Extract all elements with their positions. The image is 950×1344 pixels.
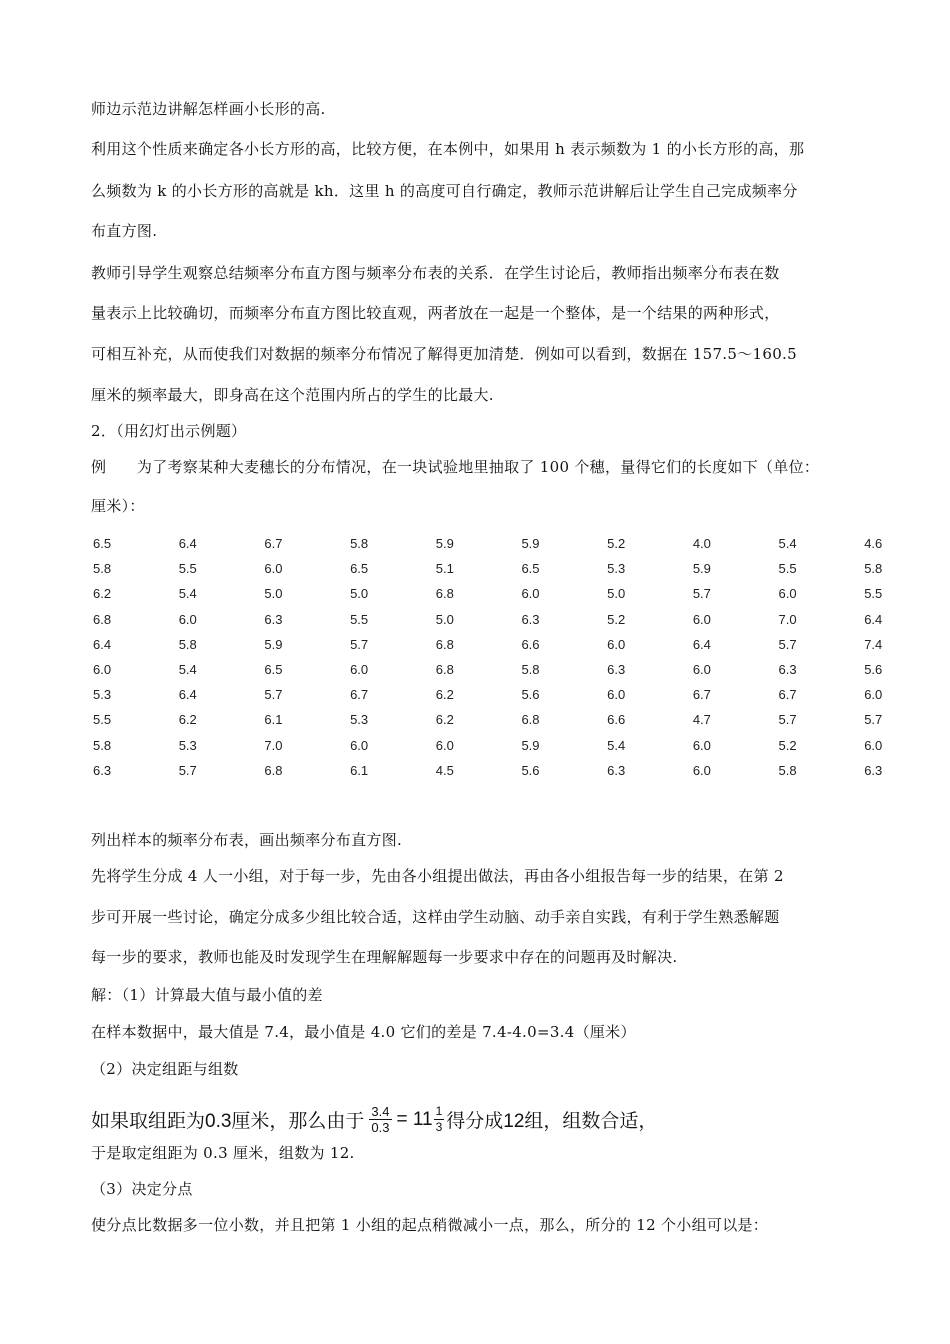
table-cell: 5.7 bbox=[864, 712, 883, 728]
table-row bbox=[93, 733, 950, 758]
table-cell: 5.8 bbox=[864, 561, 883, 577]
table-cell: 7.0 bbox=[778, 611, 797, 627]
table-cell: 6.8 bbox=[264, 762, 283, 778]
fraction-denominator: 0.3 bbox=[371, 1120, 390, 1135]
task-instruction: 列出样本的频率分布表，画出频率分布直方图. bbox=[91, 831, 403, 849]
table-cell: 5.5 bbox=[864, 586, 883, 602]
paragraph-line: 厘米的频率最大，即身高在这个范围内所占的学生的比最大. bbox=[91, 386, 494, 404]
table-cell: 5.9 bbox=[521, 536, 540, 552]
table-cell: 5.0 bbox=[350, 586, 369, 602]
table-row bbox=[93, 758, 950, 783]
table-cell: 6.5 bbox=[93, 536, 112, 552]
table-cell: 6.7 bbox=[692, 687, 711, 703]
table-cell: 5.3 bbox=[350, 712, 369, 728]
table-cell: 5.2 bbox=[607, 536, 626, 552]
formula-suffix: 得分成12组，组数合适， bbox=[446, 1111, 658, 1132]
table-cell: 5.0 bbox=[264, 586, 283, 602]
table-cell: 6.5 bbox=[264, 662, 283, 678]
table-cell: 5.8 bbox=[778, 762, 797, 778]
table-cell: 4.5 bbox=[435, 762, 454, 778]
table-cell: 6.8 bbox=[435, 636, 454, 652]
table-cell: 6.2 bbox=[435, 687, 454, 703]
table-cell: 6.3 bbox=[778, 662, 797, 678]
table-cell: 6.8 bbox=[521, 712, 540, 728]
solution-line: 在样本数据中，最大值是 7.4，最小值是 4.0 它们的差是 7.4-4.0=3.4（厘米） bbox=[91, 1023, 636, 1041]
example-statement-unit: 厘米）： bbox=[91, 497, 145, 515]
table-row bbox=[93, 632, 950, 657]
fraction-numerator: 3.4 bbox=[371, 1104, 390, 1119]
table-cell: 6.3 bbox=[93, 762, 112, 778]
table-cell: 6.0 bbox=[264, 561, 283, 577]
table-cell: 5.6 bbox=[864, 662, 883, 678]
table-cell: 5.8 bbox=[93, 737, 112, 753]
table-cell: 5.7 bbox=[778, 712, 797, 728]
paragraph-line: 利用这个性质来确定各小长方形的高，比较方便，在本例中，如果用 h 表示频数为 1 的小长方形的高，那 bbox=[91, 140, 805, 158]
table-cell: 5.4 bbox=[178, 586, 197, 602]
solution-step-1: 解：（1）计算最大值与最小值的差 bbox=[91, 986, 323, 1004]
table-cell: 5.4 bbox=[778, 536, 797, 552]
table-cell: 5.3 bbox=[607, 561, 626, 577]
table-cell: 5.4 bbox=[178, 662, 197, 678]
formula-prefix: 如果取组距为0.3厘米，那么由于 bbox=[91, 1111, 365, 1132]
table-cell: 4.7 bbox=[692, 712, 711, 728]
table-cell: 6.0 bbox=[435, 737, 454, 753]
table-cell: 7.0 bbox=[264, 737, 283, 753]
formula-equals: = 11 bbox=[396, 1108, 433, 1130]
solution-step-3: （3）决定分点 bbox=[91, 1180, 193, 1198]
paragraph-line: 先将学生分成 4 人一小组，对于每一步，先由各小组提出做法，再由各小组报告每一步的结果，在第 2 bbox=[91, 867, 784, 885]
table-cell: 5.1 bbox=[435, 561, 454, 577]
table-cell: 6.0 bbox=[93, 662, 112, 678]
fraction bbox=[369, 1104, 391, 1135]
table-cell: 6.0 bbox=[692, 662, 711, 678]
table-cell: 5.9 bbox=[692, 561, 711, 577]
table-cell: 6.0 bbox=[864, 737, 883, 753]
table-cell: 6.8 bbox=[435, 662, 454, 678]
mixed-fraction bbox=[434, 1104, 445, 1135]
table-row bbox=[93, 581, 950, 606]
table-row bbox=[93, 657, 950, 682]
table-cell: 6.7 bbox=[778, 687, 797, 703]
table-row bbox=[93, 707, 950, 732]
table-row bbox=[93, 556, 950, 581]
table-cell: 4.0 bbox=[692, 536, 711, 552]
sample-data-table bbox=[93, 531, 950, 783]
table-cell: 6.1 bbox=[264, 712, 283, 728]
table-cell: 5.7 bbox=[350, 636, 369, 652]
table-cell: 5.6 bbox=[521, 687, 540, 703]
table-cell: 6.0 bbox=[864, 687, 883, 703]
paragraph-line: 么频数为 k 的小长方形的高就是 kh．这里 h 的高度可自行确定，教师示范讲解后让学生自己完成频率分 bbox=[91, 182, 798, 200]
table-row bbox=[93, 682, 950, 707]
paragraph-line: 可相互补充，从而使我们对数据的频率分布情况了解得更加清楚．例如可以看到，数据在 157.5～160.5 bbox=[91, 345, 797, 363]
table-cell: 6.0 bbox=[607, 687, 626, 703]
table-cell: 6.0 bbox=[350, 737, 369, 753]
table-cell: 5.2 bbox=[778, 737, 797, 753]
table-cell: 6.8 bbox=[435, 586, 454, 602]
solution-step-2: （2）决定组距与组数 bbox=[91, 1060, 239, 1078]
table-cell: 6.5 bbox=[521, 561, 540, 577]
paragraph-line: 教师引导学生观察总结频率分布直方图与频率分布表的关系．在学生讨论后，教师指出频率分布表在数 bbox=[91, 264, 780, 282]
table-cell: 6.4 bbox=[93, 636, 112, 652]
table-cell: 5.0 bbox=[607, 586, 626, 602]
table-cell: 6.0 bbox=[178, 611, 197, 627]
table-cell: 5.8 bbox=[178, 636, 197, 652]
table-cell: 6.7 bbox=[350, 687, 369, 703]
table-cell: 6.4 bbox=[864, 611, 883, 627]
table-row bbox=[93, 607, 950, 632]
table-cell: 5.5 bbox=[93, 712, 112, 728]
mixed-fraction-numerator: 1 bbox=[435, 1104, 443, 1118]
table-cell: 5.3 bbox=[93, 687, 112, 703]
table-cell: 5.5 bbox=[350, 611, 369, 627]
table-cell: 6.2 bbox=[93, 586, 112, 602]
table-cell: 5.7 bbox=[692, 586, 711, 602]
paragraph-line: 每一步的要求，教师也能及时发现学生在理解解题每一步要求中存在的问题再及时解决. bbox=[91, 948, 678, 966]
table-cell: 6.0 bbox=[692, 737, 711, 753]
table-cell: 5.0 bbox=[435, 611, 454, 627]
example-statement: 例 为了考察某种大麦穗长的分布情况，在一块试验地里抽取了 100 个穗，量得它们的长度如下（单位： bbox=[91, 458, 820, 476]
table-cell: 5.9 bbox=[521, 737, 540, 753]
table-cell: 6.4 bbox=[692, 636, 711, 652]
table-cell: 6.3 bbox=[864, 762, 883, 778]
table-cell: 5.4 bbox=[607, 737, 626, 753]
paragraph-line: 师边示范边讲解怎样画小长形的高. bbox=[91, 100, 326, 118]
table-cell: 6.4 bbox=[178, 687, 197, 703]
table-cell: 6.6 bbox=[521, 636, 540, 652]
table-cell: 5.5 bbox=[778, 561, 797, 577]
table-cell: 6.3 bbox=[607, 662, 626, 678]
table-cell: 6.3 bbox=[607, 762, 626, 778]
table-cell: 5.7 bbox=[778, 636, 797, 652]
table-cell: 6.2 bbox=[435, 712, 454, 728]
table-cell: 6.3 bbox=[521, 611, 540, 627]
table-cell: 5.5 bbox=[178, 561, 197, 577]
table-cell: 5.9 bbox=[435, 536, 454, 552]
paragraph-line: 布直方图. bbox=[91, 222, 158, 240]
table-cell: 6.0 bbox=[607, 636, 626, 652]
table-cell: 6.6 bbox=[607, 712, 626, 728]
example-number: 2．（用幻灯出示例题） bbox=[91, 422, 247, 440]
table-cell: 5.8 bbox=[521, 662, 540, 678]
table-cell: 6.2 bbox=[178, 712, 197, 728]
group-count-formula bbox=[91, 1104, 657, 1135]
mixed-fraction-denominator: 3 bbox=[435, 1120, 443, 1134]
table-cell: 6.0 bbox=[692, 611, 711, 627]
table-cell: 5.8 bbox=[350, 536, 369, 552]
table-cell: 6.5 bbox=[350, 561, 369, 577]
table-cell: 5.7 bbox=[178, 762, 197, 778]
table-cell: 5.3 bbox=[178, 737, 197, 753]
table-cell: 5.7 bbox=[264, 687, 283, 703]
table-cell: 6.7 bbox=[264, 536, 283, 552]
table-cell: 6.1 bbox=[350, 762, 369, 778]
table-cell: 6.0 bbox=[350, 662, 369, 678]
paragraph-line: 步可开展一些讨论，确定分成多少组比较合适，这样由学生动脑、动手亲自实践，有利于学生熟悉解题 bbox=[91, 908, 780, 926]
table-cell: 5.2 bbox=[607, 611, 626, 627]
table-row bbox=[93, 531, 950, 556]
solution-line: 使分点比数据多一位小数，并且把第 1 小组的起点稍微减小一点，那么，所分的 12 个小组可以是： bbox=[91, 1216, 769, 1234]
table-cell: 6.0 bbox=[521, 586, 540, 602]
table-cell: 6.4 bbox=[178, 536, 197, 552]
solution-line: 于是取定组距为 0.3 厘米，组数为 12. bbox=[91, 1144, 355, 1162]
table-cell: 5.9 bbox=[264, 636, 283, 652]
table-cell: 6.8 bbox=[93, 611, 112, 627]
paragraph-line: 量表示上比较确切，而频率分布直方图比较直观，两者放在一起是一个整体，是一个结果的两种形式， bbox=[91, 304, 780, 322]
table-cell: 5.6 bbox=[521, 762, 540, 778]
table-cell: 6.0 bbox=[692, 762, 711, 778]
table-cell: 5.8 bbox=[93, 561, 112, 577]
table-cell: 6.0 bbox=[778, 586, 797, 602]
table-cell: 6.3 bbox=[264, 611, 283, 627]
table-cell: 7.4 bbox=[864, 636, 883, 652]
table-cell: 4.6 bbox=[864, 536, 883, 552]
